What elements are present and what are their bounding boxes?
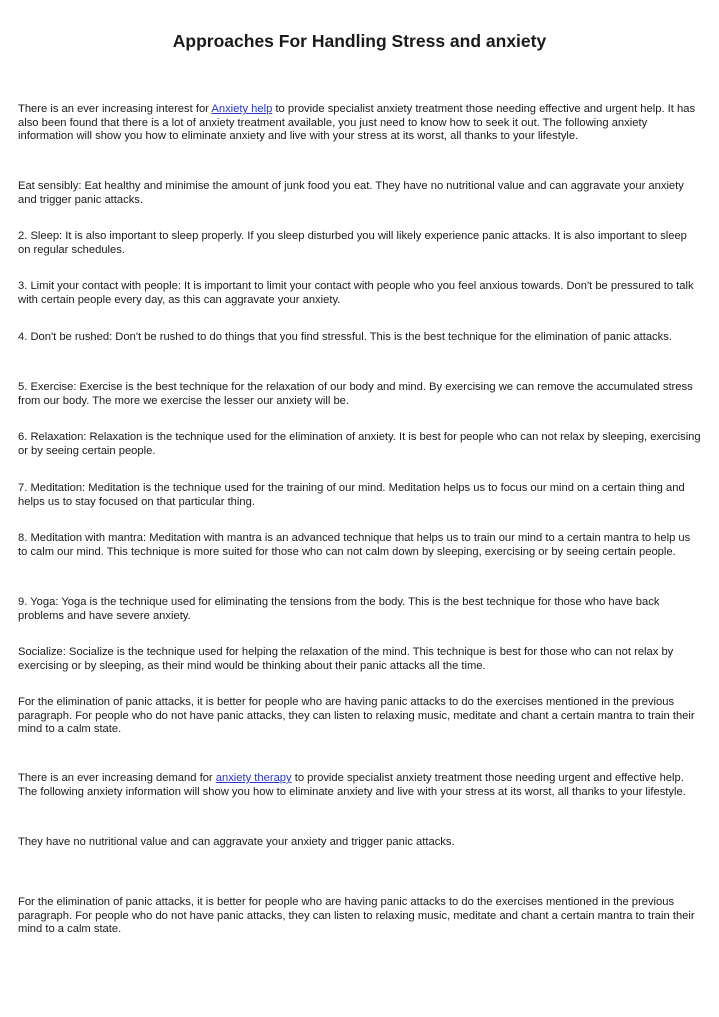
paragraph-text: to provide specialist anxiety treatment those needing urgent and effective help. The following anxiety information will show you how to eliminate anxiety and live with your stress at its worst, all thanks to your lifestyle. <box>18 772 686 798</box>
page-title: Approaches For Handling Stress and anxiety <box>172 31 547 51</box>
paragraph-exercise: 5. Exercise: Exercise is the best technique for the relaxation of our body and mind. By exercising we can remove the accumulated stress from our body. The more we exercise the lesser our anxiety will be. <box>18 381 693 407</box>
paragraph-meditation: 7. Meditation: Meditation is the technique used for the training of our mind. Meditation helps us to focus our mind on a certain thing and helps us to stay focused on that particular thing. <box>18 482 685 508</box>
paragraph-socialize: Socialize: Socialize is the technique used for helping the relaxation of the mind. This technique is best for those who can not relax by exercising or by sleeping, as their mind would be thinking about their panic attacks all the time. <box>18 646 674 672</box>
paragraph-intro <box>18 103 702 144</box>
paragraph-text: There is an ever increasing demand for <box>18 772 216 784</box>
paragraph-yoga: 9. Yoga: Yoga is the technique used for eliminating the tensions from the body. This is the best technique for those who have back problems and have severe anxiety. <box>18 596 660 622</box>
paragraph-eat-sensibly: Eat sensibly: Eat healthy and minimise the amount of junk food you eat. They have no nutritional value and can aggravate your anxiety and trigger panic attacks. <box>18 180 684 206</box>
paragraph-demand <box>18 772 702 799</box>
paragraph-relaxation: 6. Relaxation: Relaxation is the technique used for the elimination of anxiety. It is best for people who can not relax by sleeping, exercising or by seeing certain people. <box>18 431 701 457</box>
paragraph-meditation-mantra: 8. Meditation with mantra: Meditation with mantra is an advanced technique that helps us to train our mind to a certain mantra to help us to calm our mind. This technique is more suited for those who can not calm down by sleeping, exercising or by seeing certain people. <box>18 532 691 558</box>
anxiety-help-link[interactable]: Anxiety help <box>211 103 273 115</box>
paragraph-text: There is an ever increasing interest for <box>18 103 212 115</box>
paragraph-dont-be-rushed: 4. Don't be rushed: Don't be rushed to do things that you find stressful. This is the best technique for the elimination of panic attacks. <box>18 331 672 343</box>
paragraph-elimination-repeat: For the elimination of panic attacks, it is better for people who are having panic attacks to do the exercises mentioned in the previous paragraph. For people who do not have panic attacks, they can listen to relaxing music, meditate and chant a certain mantra to train their mind to a calm state. <box>18 896 695 936</box>
paragraph-limit-contact: 3. Limit your contact with people: It is important to limit your contact with people who you feel anxious towards. Don't be pressured to talk with certain people every day, as this can aggravate your anxiety. <box>18 280 694 306</box>
paragraph-elimination: For the elimination of panic attacks, it is better for people who are having panic attacks to do the exercises mentioned in the previous paragraph. For people who do not have panic attacks, they can listen to relaxing music, meditate and chant a certain mantra to train their mind to a calm state. <box>18 696 695 736</box>
paragraph-nutrition: They have no nutritional value and can aggravate your anxiety and trigger panic attacks. <box>18 836 455 848</box>
paragraph-text: to provide specialist anxiety treatment those needing effective and urgent help. It has also been found that there is a lot of anxiety treatment available, you just need to know how to seek it out. The following anxiety information will show you how to eliminate anxiety and live with your stress at its worst, all thanks to your lifestyle. <box>18 103 696 143</box>
anxiety-therapy-link[interactable]: anxiety therapy <box>215 772 292 784</box>
paragraph-sleep: 2. Sleep: It is also important to sleep properly. If you sleep disturbed you will likely experience panic attacks. It is also important to sleep on regular schedules. <box>18 230 687 256</box>
